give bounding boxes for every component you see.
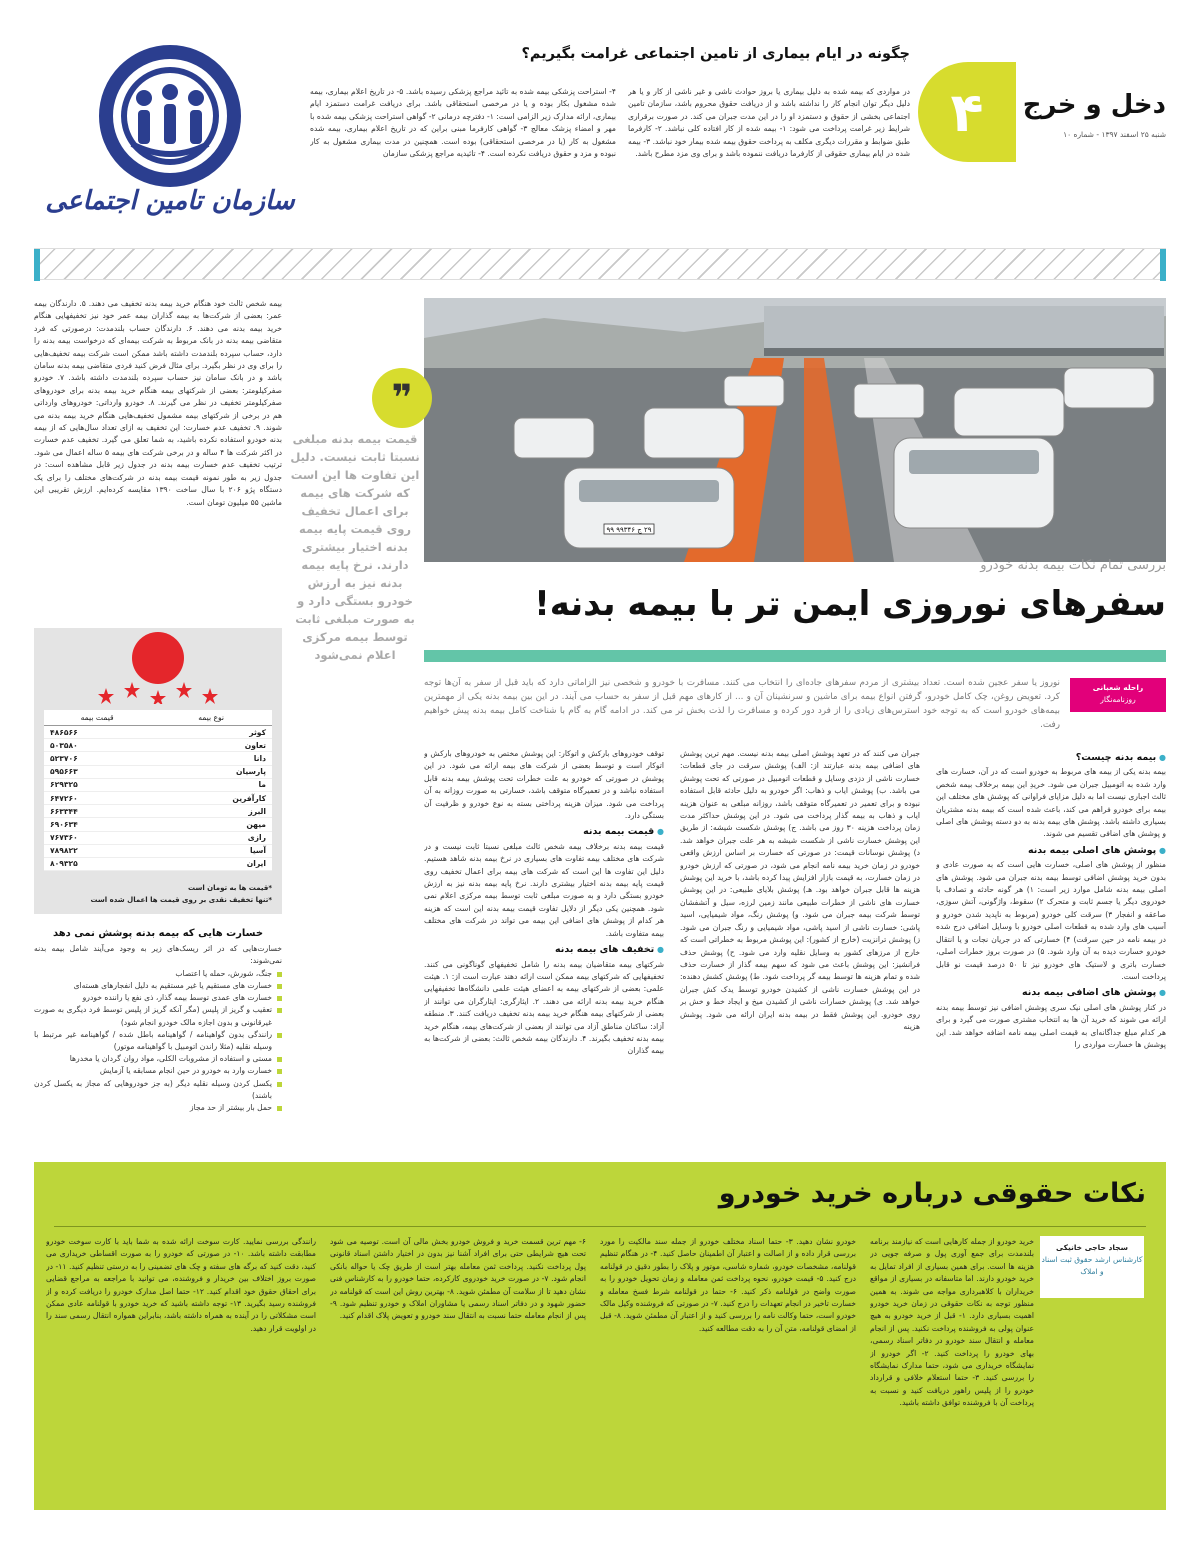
top-headline: چگونه در ایام بیماری از تامین اجتماعی غرامت بگیریم؟: [521, 46, 910, 62]
divider-accent-right: [1160, 249, 1166, 281]
article-column-d: بیمه شخص ثالث خود هنگام خرید بیمه بدنه تخفیف می دهند. ۵. دارندگان بیمه عمر: بعضی از شرکت‌ها به بیمه گذاران بیمه عمر خود نیز تخفیفهایی هنگام خرید بیمه بدنه می دهند. ۶. دارندگان حساب بلندمدت: درصورتی که فرد متقاضی بیمه بدنه در بانک مربوط به شرکت بیمه‌ای که درخواست بیمه بدنه را دارد، حساب سپرده بلندمدت داشته باشد ممکن است شرکت بیمه تخفیف‌هایی را برای وی در نظر بگیرد. برای مثال فرض کنید فردی متقاضی بیمه بدنه سامان باشد و در بانک سامان نیز حساب سپرده بلندمدت داشته باشد. ۷. خودرو صفرکیلومتر: بعضی از شرکتهای بیمه هنگام خرید بیمه بدنه برای خودروهای صفرکیلومتر تخفیف در نظر می گیرند. ۸. خودرو وارداتی: خودروهای وارداتی هم در برخی از شرکتهای بیمه مشمول تخفیف‌هایی هنگام خرید بیمه بدنه می شوند. ۹. تخفیف عدم خسارت: این تخفیف به ازای تعداد سال‌هایی که از بیمه بدنه خودرو استفاده نکرده باشید، به شما تعلق می گیرد. تخفیف عدم خسارت در اکثر شرکت ها ۴ ساله و در برخی شرکت های بیمه ۵ ساله اعمال می شود. ترتیب تخفیف عدم خسارت بیمه بدنه در جدول زیر قابل مشاهده است: در جدول زیر به طور نمونه قیمت بیمه بدنه در شرکت‌های مختلف را برای یک دستگاه پژو ۲۰۶ با سال ساخت ۱۳۹۰ مقایسه کرده‌ایم. ارزش تقریبی این ماشین ۵۵ میلیون تومان است.: [34, 299, 282, 507]
plate-text: ۲۹ ج ۹۹۳۴۶ ۹۹: [606, 526, 652, 534]
table-row: [44, 791, 272, 804]
paragraph: قیمت بیمه بدنه برخلاف بیمه شخص ثالث مبلغی نسبتا ثابت نیست و در شرکت های مختلف بیمه تفاوت های بسیاری در نرخ بیمه بدنه شاهد هستیم. دلیل این تفاوت ها این است که شرکت های بیمه برای اعمال تخفیف روی قیمت پایه بیمه بدنه اختیار بیشتری دارند. نرخ پایه بیمه بدنه نیز به ارزش خودرو بستگی دارد و به صورت مبلغی ثابت توسط بیمه مرکزی اعلام نمی شود. همچنین یکی دیگر از دلایل تفاوت قیمت بیمه بدنه این است که هزینه هر کدام از پوشش های اضافی این بیمه می تواند در شرکت های مختلف بیمه متفاوت باشد.: [424, 841, 664, 938]
subhead-discounts: ● تخفیف های بیمه بدنه: [424, 944, 664, 956]
list-item: تعقیب و گریز از پلیس (مگر آنکه گریز از پلیس توسط فرد دیگری به صورت غیرقانونی و بدون اجازه مالک خودرو انجام شود): [34, 1004, 282, 1028]
author-name: راحله شعبانی: [1092, 683, 1144, 692]
exclusions-title: خسارت هایی که بیمه بدنه پوشش نمی دهد: [52, 928, 264, 939]
table-cell-name: میهن: [150, 818, 272, 831]
table-row: [44, 778, 272, 791]
table-cell-price: ۴۸۶۵۶۶: [44, 726, 150, 739]
top-column-1: در مواردی که بیمه شده به دلیل بیماری یا بروز حوادث ناشی و غیر ناشی از کار و یا هر دلیل دیگر توان انجام کار را نداشته باشد و از دریافت حقوق محروم باشد، سازمان تامین اجتماعی بخشی از حقوق و دستمزد او را در این مدت جبران می کند. در صورت برقراری شرایط زیر غرامت پرداخت می شود: ۱- بیمه شده از کار افتاده کلی نباشد. ۲- کارفرما طبق ضوابط و مقررات دیگری مکلف به پرداخت حقوق بیمه شده بیمار خود نباشد. ۳- بیمه شده در ایام بیماری حقوقی از کارفرما دریافت ننموده باشد و برای وی مزد مطرح باشد.: [628, 87, 910, 159]
paragraph: در کنار پوشش های اصلی نیک سری پوشش اضافی نیز توسط بیمه بدنه ارائه می شوند که خرید آن ها به انتخاب مشتری صورت می گیرد و برای هر کدام مبلغ جداگانه‌ای به قیمت اصلی بیمه نامه اضافه خواهد شد. این پوشش ها خسارت مواردی را: [936, 1002, 1166, 1049]
paragraph: توقف خودروهای بارکش و اتوکار: این پوشش مختص به خودروهای بارکش و اتوکار است و توسط بعضی از شرکت های بیمه ارائه می شود. در این پوشش در صورتی که خودرو به علت خطرات تحت پوشش بیمه بدنه قابل استفاده نباشد و در تعمیرگاه متوقف باشد، خسارتی به صورت روزانه به آن پرداخت می شود. میزان هزینه پرداختی بسته به نوع خودرو و ظرفیت آن بستگی دارد.: [424, 749, 664, 821]
subhead-what-is: ● بیمه بدنه چیست؟: [936, 752, 1166, 764]
social-security-logo: [40, 36, 300, 236]
table-row: [44, 752, 272, 765]
article-headline: سفرهای نوروزی ایمن تر با بیمه بدنه!: [534, 584, 1166, 624]
insurance-rate-table-box: [34, 628, 282, 914]
table-cell-price: ۵۰۳۵۸۰: [44, 739, 150, 752]
table-header-price: قیمت بیمه: [44, 710, 150, 726]
quote-mark-icon: ❞: [372, 368, 432, 428]
exclusions-block: [34, 928, 282, 1114]
list-item: جنگ، شورش، حمله یا اعتصاب: [34, 968, 282, 980]
author-badge: [1070, 678, 1166, 712]
bullet-icon: [277, 1082, 282, 1087]
table-cell-name: کارآفرین: [150, 791, 272, 804]
list-item: حمل بار بیشتر از حد مجاز: [34, 1102, 282, 1114]
list-item: خسارت های عمدی توسط بیمه گذار، ذی نفع یا راننده خودرو: [34, 992, 282, 1004]
table-cell-price: ۵۹۵۶۶۳: [44, 765, 150, 778]
bullet-icon: [277, 1008, 282, 1013]
bullet-icon: [277, 996, 282, 1001]
subhead-main-coverage: ● پوشش های اصلی بیمه بدنه: [936, 845, 1166, 857]
bullet-icon: [277, 1033, 282, 1038]
subhead-price: ● قیمت بیمه بدنه: [424, 826, 664, 838]
subhead-extra-coverage: ● پوشش های اضافی بیمه بدنه: [936, 987, 1166, 999]
issue-number: ۴: [950, 80, 984, 144]
table-cell-price: ۷۶۷۳۶۰: [44, 831, 150, 844]
header-section-block: [1020, 90, 1166, 170]
table-cell-name: رازی: [150, 831, 272, 844]
rate-table: [44, 710, 272, 871]
exclusions-intro: خسارت‌هایی که در اثر ریسک‌های زیر به وجود می‌آیند شامل بیمه بدنه نمی‌شوند:: [34, 944, 282, 966]
logo-text: سازمان تامین اجتماعی: [45, 186, 295, 216]
article-column-b: جبران می کنند که در تعهد پوشش اصلی بیمه بدنه نیست. مهم ترین پوشش های اضافی بیمه بدنه عبارتند از: الف) پوشش سرقت در جای قطعات: خسارت ناشی از دزدی وسایل و قطعات اتومبیل در صورتی که تحت پوشش می باشد. ب) پوشش ایاب و ذهاب: اگر خودرو به دلیل حادثه قابل استفاده نبوده و برای تعمیر در تعمیرگاه متوقف باشد، روزانه مبلغی به عنوان هزینه ایاب و ذهاب به بیمه گذار پرداخت می شود. در این پوشش حداکثر مدت زمان پرداخت هزینه ۳۰ روز می باشد. ج) پوشش شکست شیشه: از طریق این پوشش خسارت ناشی از شکست شیشه به هر علت جبران خواهد شد. د) پوشش نوسانات قیمت: در صورتی که خسارت بر اساس ارزش واقعی خودرو در زمان خرید بیمه نامه انجام می شود، در صورتی که ارزش خودرو در زمان خسارت، به قیمت بازار افزایش پیدا کرده باشد، با خرید این پوشش هزینه ها قابل جبران خواهد بود. هـ) پوشش بلایای طبیعی: در این پوشش خسارت های ناشی از خطرات طبیعی مانند زمین لرزه، سیل و آتشفشان توسط شرکت بیمه جبران می شود. و) پوشش رنگ، مواد شیمیایی، اسید پاشی: خسارت ناشی از اسید پاشی، مواد شیمیایی و رنگ جبران می شود. ز) پوشش ترانزیت (خارج از کشور): این پوشش مربوط به خطراتی است که خارج از مرزهای کشور به وسایل نقلیه وارد می شود. ح) پوشش حذف فرانشیز: این پوشش باعث می شود که سهم بیمه گذار از خسارت حذف شده و تمام هزینه ها توسط بیمه گر پرداخت شود. ط) پوشش کشش دهنده: در این پوشش خسارت ناشی از کشیدن خودرو توسط یدک کش جبران خواهد شد. ی) پوشش خسارات ناشی از کشیدن میخ و ایجاد خط و خش بر روی خودرو. این پوشش فقط در بیمه بدنه ایران ارائه می شود. پوشش هزینه: [680, 749, 920, 1031]
paragraph: بیمه بدنه یکی از بیمه های مربوط به خودرو است که در آن، خسارت های وارد شده به اتومبیل جبران می شود. خریدِ این بیمه برخلاف بیمه شخص ثالث اجباری نیست اما به دلیل مزایای فراوانی که پوشش های مختلف این بیمه برای خودرو فراهم می کند، باعث شده است که بیمه بدنه مشتریان بسیاری داشته باشد. پوشش های بیمه بدنه به دو دسته پوشش های اصلی و پوشش های اضافی تقسیم می شوند.: [936, 767, 1166, 839]
pull-quote: قیمت بیمه بدنه مبلغی نسبتا ثابت نیست. دلیل این تفاوت ها این است که شرکت های بیمه برای اعمال تخفیف روی قیمت پایه بیمه بدنه اختیار بیشتری دارند. نرخ پایه بیمه بدنه نیز به ارزش خودرو بستگی دارد و به صورت مبلغی ثابت توسط بیمه مرکزی اعلام نمی‌شود: [290, 432, 420, 662]
paragraph: شرکتهای بیمه متقاضیان بیمه بدنه را شامل تخفیفهای گوناگونی می کنند. تخفیفهایی که شرکتهای بیمه ممکن است ارائه دهند عبارت است از: ۱. هیئت علمی: بعضی از شرکتهای بیمه به اعضای هیئت علمی دانشگاه‌ها تخفیفهایی هنگام خرید بیمه بدنه ارائه می دهند. ۲. ایثارگری: ایثارگران می توانند از بعضی از شرکتهای بیمه هنگام خرید بیمه بدنه تخفیف دریافت کنند. ۳. منطقه آزاد: ساکنان مناطق آزاد می توانند از بعضی از شرکت‌های بیمه، هنگام خرید بیمه بدنه تخفیف بگیرند. ۴. دارندگان بیمه شخص ثالث: بعضی از شرکت‌ها به بیمه گذاران: [424, 959, 664, 1056]
table-row: [44, 739, 272, 752]
bullet-icon: [277, 972, 282, 977]
table-cell-price: ۶۴۷۲۶۰: [44, 791, 150, 804]
table-cell-price: ۶۲۹۳۲۵: [44, 778, 150, 791]
table-cell-name: ایران: [150, 857, 272, 870]
legal-author-name: سجاد حاجی خانیکی: [1056, 1243, 1128, 1252]
list-item: خسارت وارد به خودرو در حین انجام مسابقه یا آزمایش: [34, 1065, 282, 1077]
list-item: خسارت های مستقیم یا غیر مستقیم به دلیل انفجارهای هسته‌ای: [34, 980, 282, 992]
legal-column-3: ۶- مهم ترین قسمت خرید و فروش خودرو بخش مالی آن است. توصیه می شود تحت هیچ شرایطی حتی برای افراد آشنا نیز بدون در اختیار داشتن اسناد قانونی پول پرداخت نکنید. پرداخت ثمن معامله بهتر است از طریق چک یا حواله بانکی انجام شود. ۷- در صورت خرید خودروی کارکرده، حتما خودرو را به کارشناس فنی نشان دهید تا از سلامت آن مطمئن شوید. ۸- بهترین روش این است که قولنامه در حضور شهود و در دفاتر اسناد رسمی یا مشاوران املاک و خودرو تنظیم شود. ۹- پس از انجام معامله حتما نسبت به انتقال سند خودرو و تعویض پلاک اقدام کنید.: [330, 1237, 586, 1321]
table-header-car: نوع بیمه: [150, 710, 272, 726]
bullet-icon: [277, 984, 282, 989]
exclusions-list: [34, 968, 282, 1114]
bullet-icon: [277, 1069, 282, 1074]
article-kicker: بررسی تمام نکات بیمه بدنه خودرو: [980, 558, 1166, 573]
table-note-2: *تنها تخفیف نقدی بر روی قیمت ها اعمال شده است: [90, 896, 272, 904]
paragraph: منظور از پوشش های اصلی، خسارت هایی است که به صورت عادی و بدون خرید پوشش اضافی توسط بیمه بدنه جبران می شود. پوشش های اصلی بیمه بدنه شامل موارد زیر است: ۱) هر گونه حادثه و تصادف با خودروی دیگر یا جسم ثابت و متحرک ۲) سقوط، واژگونی، آتش سوزی، صاعقه و انفجار ۳) سرقت کلی خودرو (مربوط به ناپدید شدن خودرو و آسیب های وارد شده به قطعات اصلی خودرو با وسایل اضافی درج شده در بیمه نامه در حین سرقت) ۴) خسارتی که در جریان نجات و یا انتقال خودرو خسارت دیده به آن وارد شود. ۵) در صورت بروز خطرات اصلی، خسارت باتری و لاستیک های خودرو نیز تا ۵۰ درصد قیمت نو قابل پرداخت است.: [936, 860, 1166, 981]
article-lead: نوروز یا سفر عجین شده است. تعداد بیشتری از مردم سفرهای جاده‌ای را انتخاب می کنند. مسافرت با خودرو و شخصی نیز الزاماتی دارد که باید قبل از سفر به آن‌ها توجه کرد. تعویض روغن، چک کامل خودرو، گرفتن انواع بیمه برای ماشین و سرنشینان آن و ... از کارهای مهم قبل از سفر به حساب می آیند. در این بین بیمه بدنه یکی از مهمترین بیمه‌های خودرو است که به توجه خود استرس‌های زیادی را از فرد دور کرده و مسافرت را لذت بخش تر می کند. در ادامه گام به گام با شناخت کامل بیمه بدنه پیش خواهیم رفت.: [424, 678, 1060, 730]
toll-gate-photo: [424, 298, 1166, 562]
article-column-a: [936, 748, 1166, 1140]
list-item: مستی و استفاده از مشروبات الکلی، مواد روان گردان یا مخدرها: [34, 1053, 282, 1065]
table-cell-price: ۵۲۳۷۰۶: [44, 752, 150, 765]
table-cell-name: ما: [150, 778, 272, 791]
table-cell-name: پارسیان: [150, 765, 272, 778]
list-item: رانندگی بدون گواهینامه / گواهینامه باطل شده / گواهینامه غیر مرتبط با وسیله نقلیه (مثلا راندن اتومبیل با گواهینامه موتور): [34, 1029, 282, 1053]
table-row: [44, 818, 272, 831]
table-row: [44, 857, 272, 870]
table-cell-name: البرز: [150, 805, 272, 818]
table-cell-name: آسیا: [150, 844, 272, 857]
table-row: [44, 765, 272, 778]
issue-info: شنبه ۲۵ اسفند ۱۳۹۷ - شماره ۱۰: [1063, 130, 1166, 139]
bullet-icon: [277, 1057, 282, 1062]
legal-headline-rule: [54, 1226, 1146, 1227]
rate-table-body: [44, 726, 272, 871]
bullet-icon: [277, 1106, 282, 1111]
top-column-2: ۴- استراحت پزشکی بیمه شده به تائید مراجع پزشکی رسیده باشد. ۵- در تاریخ اعلام بیماری، بیمه شده مشغول بکار بوده و یا در مرخصی استحقاقی باشد. برای دریافت غرامت دستمزد ایام بیماری، ارائه مدارک زیر الزامی است: ۱- دفترچه درمانی ۲- گواهی استراحت پزشکی بیمه شده با مهر و امضاء پزشک معالج ۳- گواهی کارفرما مبنی براین که در تاریخ اعلام بیماری، بیمه شده مشغول به کار (یا در مرخصی استحقاقی) بوده است. همچنین در مدت بیماری مشغول به کار نبوده و مزد و حقوق دریافت نکرده است. ۴- تائیدیه مراجع پزشکی سازمان: [310, 87, 616, 159]
divider-accent-left: [34, 249, 40, 281]
table-cell-name: کوثر: [150, 726, 272, 739]
table-cell-name: دانا: [150, 752, 272, 765]
table-row: [44, 726, 272, 739]
table-cell-price: ۸۰۹۳۲۵: [44, 857, 150, 870]
traffic-photo-illustration: [424, 298, 1166, 562]
section-title: دخل و خرج: [1022, 90, 1166, 120]
legal-column-4: رانندگی بررسی نمایید. کارت سوخت ارائه شده به شما باید با کارت سوخت خودرو مطابقت داشته باشد. ۱۰- در صورتی که خودرو را به صورت اقساطی خریداری می کنید، دقت کنید که برگه های سفته و چک های تضمینی را به درستی تنظیم کنید. ۱۱- در صورت بروز اختلاف بین خریدار و فروشنده، می توانید با مراجعه به مراجع قضایی برای احقاق حقوق خود اقدام کنید. ۱۲- حتما اصل مدارک خودرو را دریافت کرده و از فروشنده رسید بگیرید. ۱۳- توجه داشته باشید که خرید خودرو با قولنامه عادی ممکن است مشکلاتی را در آینده به همراه داشته باشد، بنابراین همواره انتقال رسمی سند را در اولویت قرار دهید.: [46, 1237, 316, 1333]
table-row: [44, 831, 272, 844]
table-row: [44, 844, 272, 857]
legal-column-2: خودرو نشان دهید. ۳- حتما اسناد مختلف خودرو از جمله سند مالکیت را مورد بررسی قرار داده و از اصالت و اعتبار آن اطمینان حاصل کنید. ۴- در هنگام تنظیم قولنامه، مشخصات خودرو، شماره شاسی، موتور و پلاک را بطور دقیق در قولنامه درج کنید. ۵- قیمت خودرو، نحوه پرداخت ثمن معامله و زمان تحویل خودرو را به صورت واضح در قولنامه ذکر کنید. ۶- حتما در قولنامه شرط فسخ معامله و خسارت تاخیر در انجام تعهدات را درج کنید. ۷- در صورتی که فروشنده وکیل مالک خودرو است، حتما وکالت نامه را بررسی کنید و از اعتبار آن مطمئن شوید. ۸- قبل از امضای قولنامه، متن آن را به دقت مطالعه کنید.: [600, 1237, 856, 1333]
table-cell-name: تعاون: [150, 739, 272, 752]
legal-author-role: کارشناس ارشد حقوق ثبت اسناد و املاک: [1041, 1255, 1143, 1276]
table-cell-price: ۶۶۳۳۴۴: [44, 805, 150, 818]
red-seal-icon: [34, 628, 282, 704]
hatched-divider: [34, 248, 1166, 280]
author-role: روزنامه‌نگار: [1100, 695, 1136, 704]
table-cell-price: ۷۸۹۸۲۲: [44, 844, 150, 857]
legal-author-badge: [1040, 1236, 1144, 1298]
list-item: یکسل کردن وسیله نقلیه دیگر (به جز خودروهایی که مجاز به یکسل کردن باشند): [34, 1078, 282, 1102]
table-cell-price: ۶۹۰۶۳۴: [44, 818, 150, 831]
article-column-c: [424, 748, 664, 1140]
headline-rule: [424, 650, 1166, 662]
legal-column-1: خرید خودرو از جمله کارهایی است که نیازمند برنامه بلندمدت برای جمع آوری پول و صرفه جویی در هزینه ها است. برای همین بسیاری از افراد تمایل به خرید خودرو دارند. اما متاسفانه در بسیاری از مواقع خریداران با کلاهبرداری مواجه می شوند. به همین منظور توجه به نکات حقوقی در زمان خرید خودرو اهمیت بسیاری دارد. ۱- قبل از خرید خودرو به هیچ عنوان پولی به فروشنده پرداخت نکنید. پس از انجام معامله و انتقال سند خودرو در دفاتر اسناد رسمی، بهای خودرو را پرداخت کنید. ۲- اگر خودرو از نمایشگاه خریداری می شود، حتما مدارک نمایشگاه را بررسی کنید. ۳- حتما استعلام خلافی و قرارداد خودرو را از پلیس راهور دریافت کنید و نسبت به پرداخت آن با فروشنده توافق داشته باشید.: [870, 1237, 1034, 1408]
table-note-1: *قیمت ها به تومان است: [188, 884, 272, 892]
table-row: [44, 805, 272, 818]
issue-number-badge: [918, 62, 1016, 162]
legal-headline: نکات حقوقی درباره خرید خودرو: [718, 1178, 1146, 1209]
